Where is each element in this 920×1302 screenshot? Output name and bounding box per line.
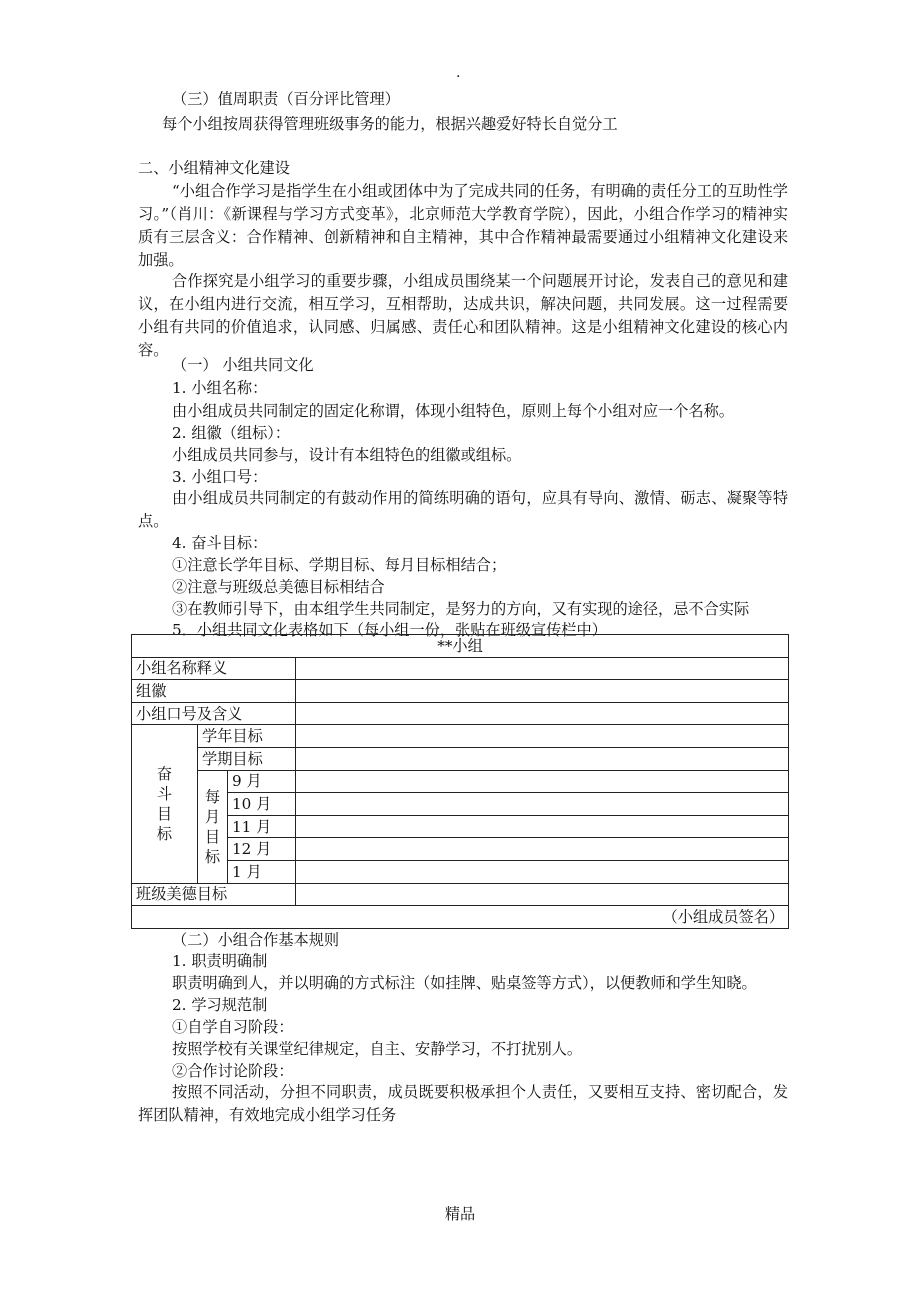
month-label: 10 月 bbox=[228, 793, 296, 816]
page-footer: 精品 bbox=[444, 1205, 476, 1223]
section3-text: 每个小组按周获得管理班级事务的能力，根据兴趣爱好特长自觉分工 bbox=[162, 115, 618, 133]
cell-empty bbox=[296, 657, 789, 680]
page-mark: . bbox=[456, 65, 461, 81]
section3-title: （三）值周职责（百分评比管理） bbox=[172, 90, 400, 108]
table-row bbox=[132, 770, 789, 793]
goal-label-char: 斗 bbox=[156, 784, 173, 803]
term-goal-label: 学期目标 bbox=[198, 747, 296, 770]
month-label: 9 月 bbox=[228, 770, 296, 793]
goal-label-char: 标 bbox=[156, 824, 173, 843]
monthly-label-char: 月 bbox=[204, 807, 221, 826]
table-row bbox=[132, 906, 789, 929]
sub1-title: （一） 小组共同文化 bbox=[172, 356, 314, 374]
cell-empty bbox=[296, 838, 789, 861]
item4-title: 4. 奋斗目标： bbox=[172, 534, 268, 552]
item2-text: 小组成员共同参与，设计有本组特色的组徽或组标。 bbox=[172, 446, 522, 464]
cell-empty bbox=[296, 702, 789, 725]
item1-title: 1. 小组名称： bbox=[172, 379, 268, 397]
item1-text: 由小组成员共同制定的固定化称谓，体现小组特色，原则上每个小组对应一个名称。 bbox=[172, 402, 734, 420]
table-row bbox=[132, 635, 789, 658]
stage2-text: 按照不同活动，分担不同职责，成员既要积极承担个人责任，又要相互支持、密切配合，发挥团队精神，有效地完成小组学习任务 bbox=[138, 1083, 788, 1124]
table-row bbox=[132, 657, 789, 680]
signature-cell: （小组成员签名） bbox=[132, 906, 789, 929]
rule1-title: 1. 职责明确制 bbox=[172, 952, 268, 970]
month-label: 12 月 bbox=[228, 838, 296, 861]
item3-text: 由小组成员共同制定的有鼓动作用的简练明确的语句，应具有导向、激情、砺志、凝聚等特点。 bbox=[138, 489, 788, 530]
item3-title: 3. 小组口号： bbox=[172, 468, 268, 486]
year-goal-label: 学年目标 bbox=[198, 725, 296, 748]
part2-title: 二、小组精神文化建设 bbox=[138, 159, 290, 177]
stage2-title: ②合作讨论阶段： bbox=[172, 1062, 294, 1080]
table-header: **小组 bbox=[132, 635, 789, 658]
table-row bbox=[132, 815, 789, 838]
cell-empty bbox=[296, 815, 789, 838]
goal-label-char: 目 bbox=[156, 804, 173, 823]
cell-empty bbox=[296, 680, 789, 703]
item4-point: ②注意与班级总美德目标相结合 bbox=[172, 578, 385, 596]
goal-label-char: 奋 bbox=[156, 764, 173, 783]
cell-empty bbox=[296, 793, 789, 816]
sub2-title: （二）小组合作基本规则 bbox=[172, 931, 340, 949]
table-row bbox=[132, 838, 789, 861]
monthly-label-char: 每 bbox=[204, 787, 221, 806]
table-row bbox=[132, 680, 789, 703]
table-row bbox=[132, 883, 789, 906]
table-row bbox=[132, 702, 789, 725]
item4-point: ①注意长学年目标、学期目标、每月目标相结合； bbox=[172, 556, 507, 574]
item2-title: 2. 组徽（组标）： bbox=[172, 424, 291, 442]
stage1-title: ①自学自习阶段： bbox=[172, 1018, 294, 1036]
monthly-label-char: 标 bbox=[204, 847, 221, 866]
table-row bbox=[132, 725, 789, 748]
paragraph-1: “小组合作学习是指学生在小组或团体中为了完成共同的任务，有明确的责任分工的互助性学习。”（肖川：《新课程与学习方式变革》，北京师范大学教育学院），因此，小组合作学习的精神实质有三层含义：合作精神、创新精神和自主精神，其中合作精神最需要通过小组精神文化建设来加强。 bbox=[138, 182, 788, 269]
row-label-virtue: 班级美德目标 bbox=[132, 883, 296, 906]
goal-label bbox=[132, 725, 198, 883]
item4-point: ③在教师引导下，由本组学生共同制定，是努力的方向，又有实现的途径，忌不合实际 bbox=[172, 600, 750, 618]
stage1-text: 按照学校有关课堂纪律规定，自主、安静学习，不打扰别人。 bbox=[172, 1040, 583, 1058]
table-row bbox=[132, 793, 789, 816]
monthly-label-char: 目 bbox=[204, 827, 221, 846]
cell-empty bbox=[296, 860, 789, 883]
table-row bbox=[132, 860, 789, 883]
row-label-name: 小组名称释义 bbox=[132, 657, 296, 680]
row-label-slogan: 小组口号及含义 bbox=[132, 702, 296, 725]
month-label: 1 月 bbox=[228, 860, 296, 883]
row-label-emblem: 组徽 bbox=[132, 680, 296, 703]
cell-empty bbox=[296, 747, 789, 770]
cell-empty bbox=[296, 883, 789, 906]
item5-title: 5．小组共同文化表格如下（每小组一份，张贴在班级宣传栏中） bbox=[172, 621, 607, 639]
cell-empty bbox=[296, 770, 789, 793]
table-row bbox=[132, 747, 789, 770]
paragraph-2: 合作探究是小组学习的重要步骤，小组成员围绕某一个问题展开讨论，发表自己的意见和建议，在小组内进行交流，相互学习，互相帮助，达成共识，解决问题，共同发展。这一过程需要小组有共同的价值追求，认同感、归属感、责任心和团队精神。这是小组精神文化建设的核心内容。 bbox=[138, 272, 788, 359]
cell-empty bbox=[296, 725, 789, 748]
month-label: 11 月 bbox=[228, 815, 296, 838]
rule2-title: 2. 学习规范制 bbox=[172, 996, 268, 1014]
group-culture-table bbox=[131, 634, 789, 929]
rule1-text: 职责明确到人，并以明确的方式标注（如挂牌、贴桌签等方式），以便教师和学生知晓。 bbox=[172, 974, 757, 992]
monthly-goal-label bbox=[198, 770, 228, 883]
